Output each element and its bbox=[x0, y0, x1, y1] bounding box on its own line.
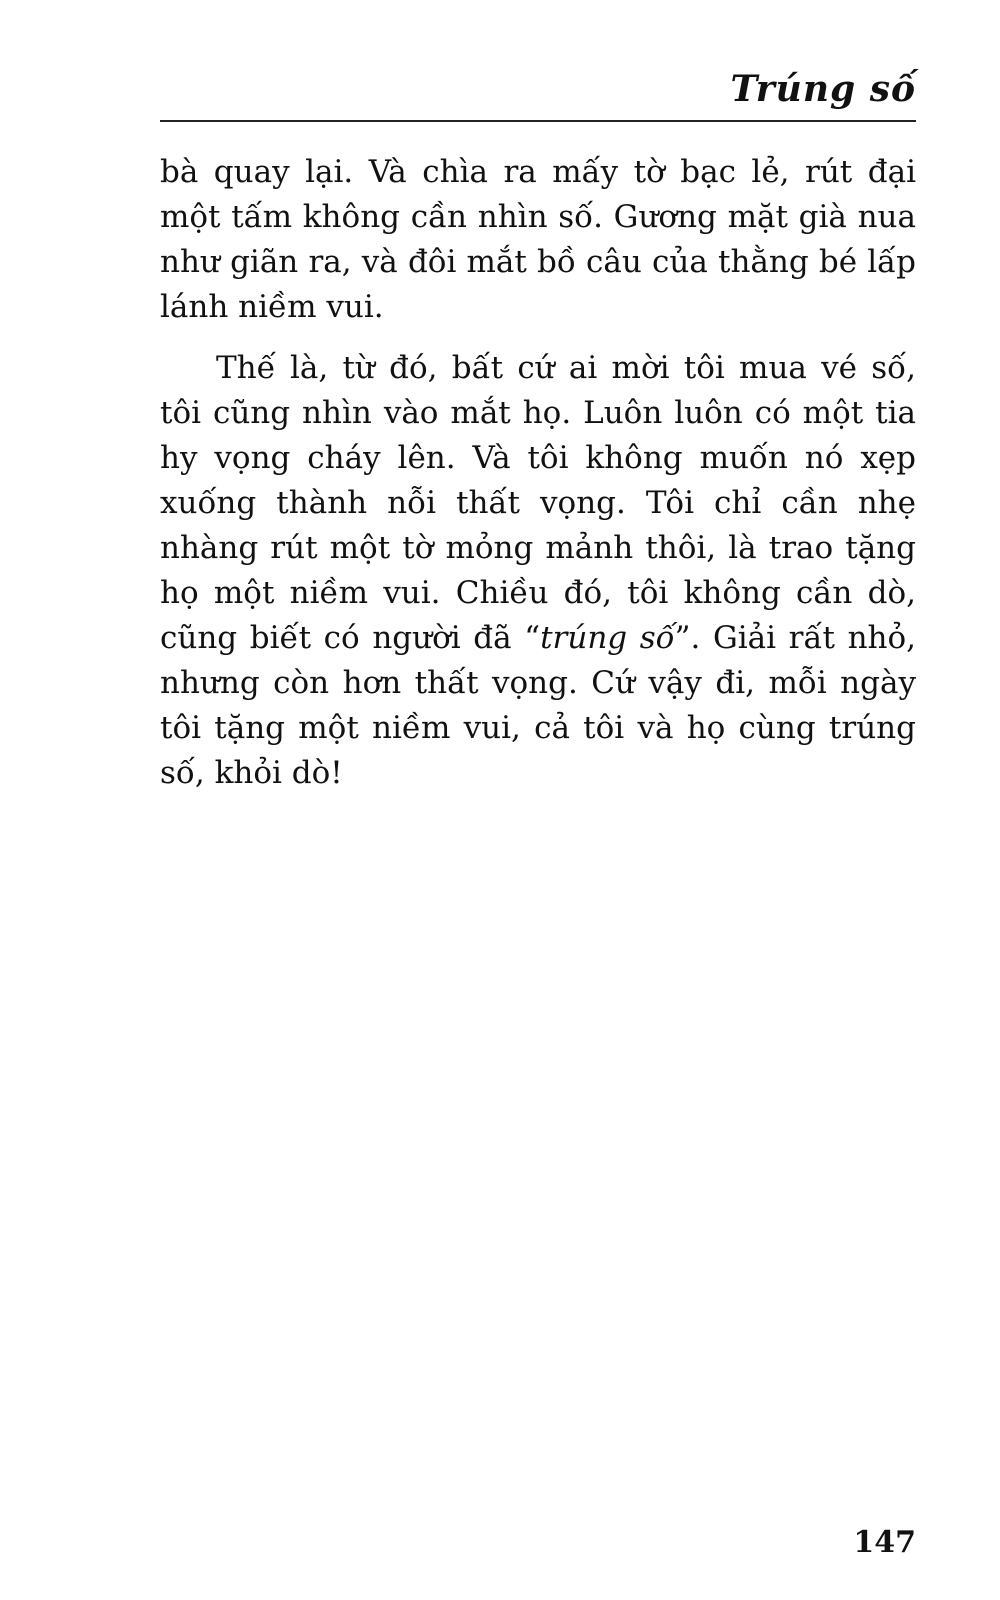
body-text bbox=[160, 150, 916, 796]
page-number: 147 bbox=[853, 1525, 916, 1560]
paragraph-2-text-after: ”. Giải rất nhỏ, nhưng còn hơn thất vọng. Cứ vậy đi, mỗi ngày tôi tặng một niềm vui, cả tôi và họ cùng trúng số, khỏi dò! bbox=[160, 620, 917, 791]
paragraph-1: bà quay lại. Và chìa ra mấy tờ bạc lẻ, rút đại một tấm không cần nhìn số. Gương mặt già nua như giãn ra, và đôi mắt bồ câu của thằng bé lấp lánh niềm vui. bbox=[160, 154, 916, 325]
running-header-title: Trúng số bbox=[730, 68, 916, 110]
emphasized-phrase: trúng số bbox=[540, 620, 675, 656]
paragraph-2 bbox=[160, 346, 916, 796]
paragraph-2-text-before: Thế là, từ đó, bất cứ ai mời tôi mua vé số, tôi cũng nhìn vào mắt họ. Luôn luôn có một tia hy vọng cháy lên. Và tôi không muốn nó xẹp xuống thành nỗi thất vọng. Tôi chỉ cần nhẹ nhàng rút một tờ mỏng mảnh thôi, là trao tặng họ một niềm vui. Chiều đó, tôi không cần dò, cũng biết có người đã “ bbox=[160, 350, 916, 656]
header-divider bbox=[160, 120, 916, 122]
